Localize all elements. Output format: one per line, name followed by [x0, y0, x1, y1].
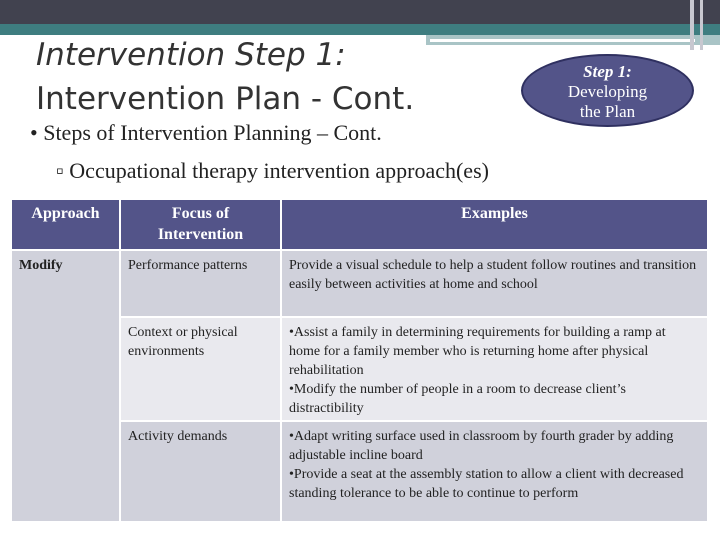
title-line-2: Intervention Plan - Cont.	[36, 81, 415, 117]
bullet-level-2: ▫ Occupational therapy intervention approach(es)	[56, 158, 489, 183]
focus-cell: Performance patterns	[121, 251, 280, 316]
badge-step: Step 1:	[583, 62, 632, 81]
badge-text-1: Developing	[567, 82, 648, 101]
step-badge	[521, 54, 694, 127]
decor-line	[430, 39, 695, 42]
badge-text-2: the Plan	[579, 102, 636, 121]
decor-stripe	[690, 0, 694, 50]
header-focus: Focus of Intervention	[121, 200, 280, 249]
examples-cell: •Adapt writing surface used in classroom by fourth grader by adding adjustable incline board •Provide a seat at the assembly station to allow a client with decreased standing tolerance to be able to continue to perform	[282, 422, 707, 521]
bullet-level-1: • Steps of Intervention Planning – Cont.	[30, 120, 382, 145]
decor-stripe	[700, 0, 703, 50]
focus-cell: Context or physical environments	[121, 318, 280, 420]
header-approach: Approach	[12, 200, 119, 249]
focus-cell: Activity demands	[121, 422, 280, 521]
top-decor-bar	[0, 0, 720, 24]
examples-cell: •Assist a family in determining requirements for building a ramp at home for a family member who is returning home after physical rehabilitation •Modify the number of people in a room to decrease client’s distractibility	[282, 318, 707, 420]
approach-cell: Modify	[12, 251, 119, 521]
header-examples: Examples	[282, 200, 707, 249]
examples-cell: Provide a visual schedule to help a student follow routines and transition easily between activities at home and school	[282, 251, 707, 316]
slide-title	[36, 33, 414, 121]
title-line-1: Intervention Step 1:	[36, 37, 346, 73]
